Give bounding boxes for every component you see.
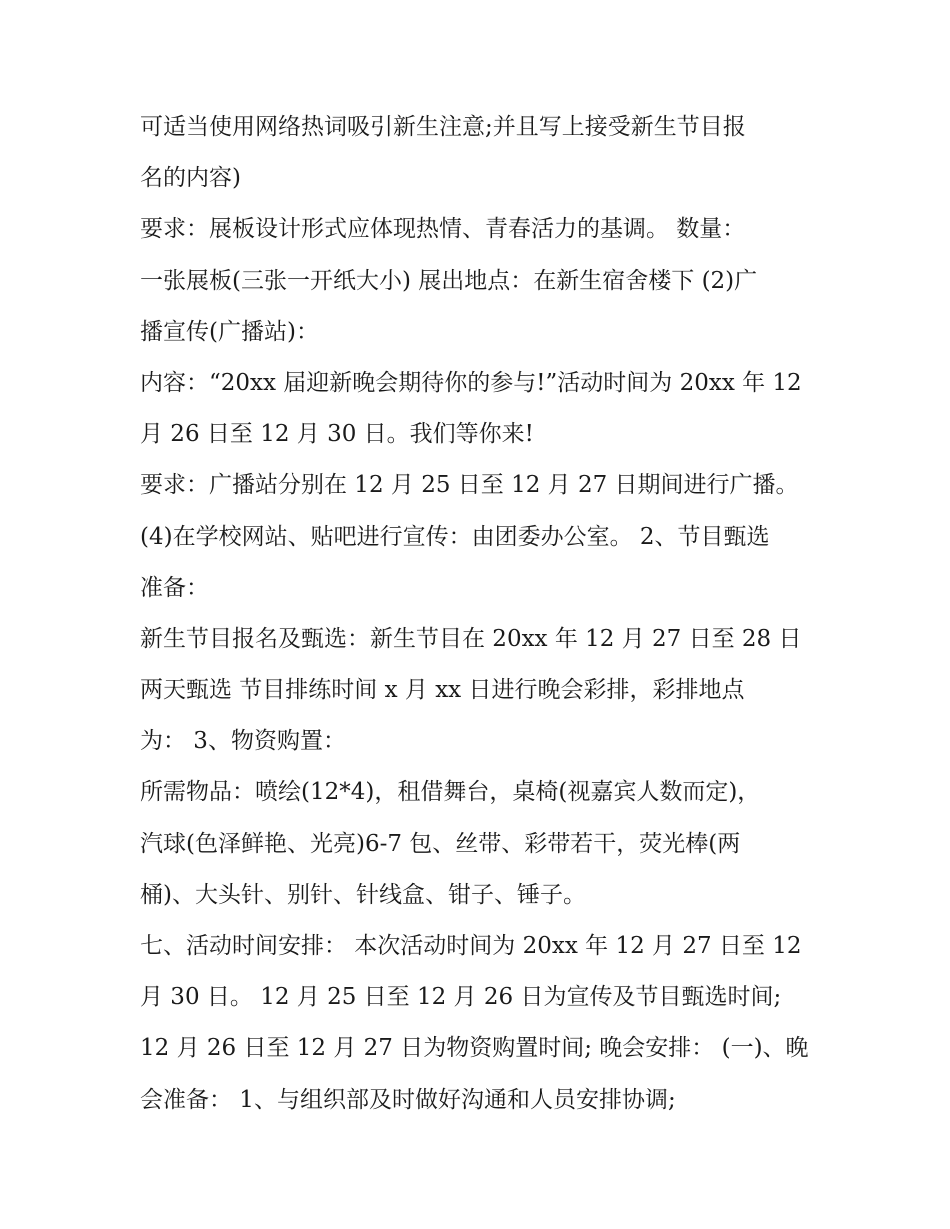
text-line: 所需物品：喷绘(12*4)，租借舞台，桌椅(视嘉宾人数而定)，: [140, 779, 761, 806]
text-line: 内容：“20xx 届迎新晚会期待你的参与!”活动时间为 20xx 年 12: [140, 369, 802, 396]
text-line: 汽球(色泽鲜艳、光亮)6-7 包、丝带、彩带若干，荧光棒(两: [140, 830, 741, 857]
text-line: 12 月 26 日至 12 月 27 日为物资购置时间; 晚会安排： (一)、晚: [140, 1035, 809, 1062]
text-line: 准备：: [140, 574, 209, 601]
text-line: 新生节目报名及甄选：新生节目在 20xx 年 12 月 27 日至 28 日: [140, 625, 802, 652]
text-line: 名的内容): [140, 165, 241, 192]
text-line: 月 30 日。 12 月 25 日至 12 月 26 日为宣传及节目甄选时间;: [140, 984, 782, 1011]
text-line: 要求：广播站分别在 12 月 25 日至 12 月 27 日期间进行广播。: [140, 472, 799, 499]
text-line: 月 26 日至 12 月 30 日。我们等你来!: [140, 421, 534, 448]
text-line: 七、活动时间安排： 本次活动时间为 20xx 年 12 月 27 日至 12: [140, 933, 802, 959]
text-line: (4)在学校网站、贴吧进行宣传：由团委办公室。 2、节目甄选: [140, 523, 770, 550]
text-line: 一张展板(三张一开纸大小) 展出地点：在新生宿舍楼下 (2)广: [140, 267, 758, 294]
text-line: 会准备： 1、与组织部及时做好沟通和人员安排协调;: [140, 1086, 676, 1113]
text-line: 播宣传(广播站)：: [140, 318, 319, 345]
text-line: 为： 3、物资购置：: [140, 728, 346, 755]
document-body: [140, 102, 820, 1126]
text-line: 桶)、大头针、别针、针线盒、钳子、锤子。: [140, 881, 586, 908]
text-line: 要求：展板设计形式应体现热情、青春活力的基调。 数量：: [140, 216, 746, 243]
text-line: 两天甄选 节目排练时间 x 月 xx 日进行晚会彩排，彩排地点: [140, 677, 745, 704]
text-line: 可适当使用网络热词吸引新生注意;并且写上接受新生节目报: [140, 114, 746, 140]
